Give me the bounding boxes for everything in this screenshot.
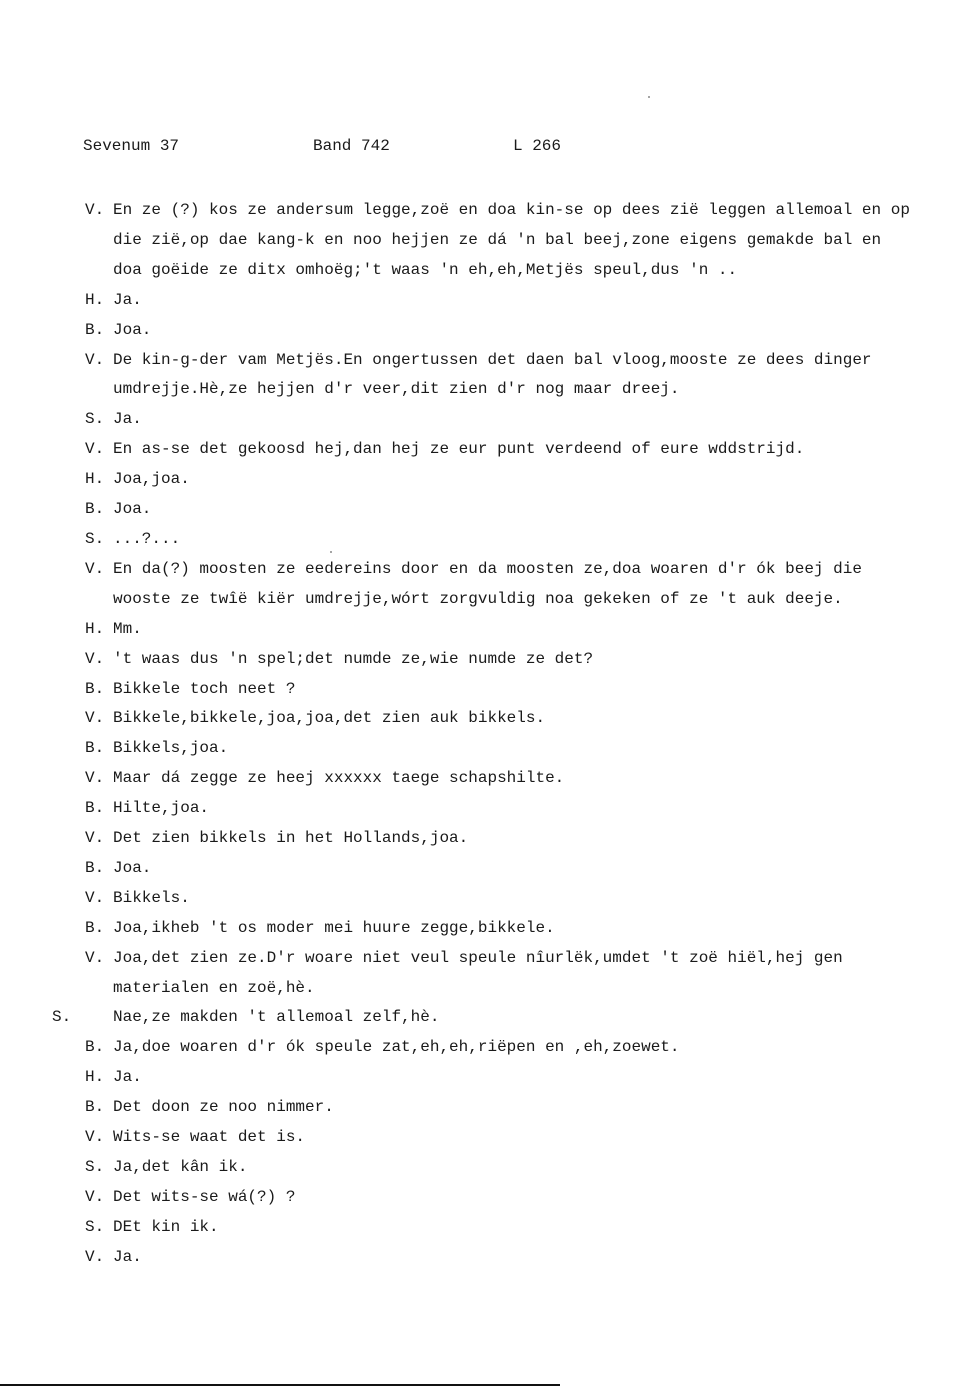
utterance-text: Joa.: [113, 858, 152, 877]
transcript-turn: [0, 286, 973, 316]
utterance-text: Joa.: [113, 500, 152, 519]
speaker-label: B.: [85, 1098, 105, 1117]
speaker-label: V.: [85, 769, 105, 788]
speaker-label: S.: [52, 1008, 72, 1027]
speaker-label: B.: [85, 679, 105, 698]
scan-speck: [330, 551, 332, 553]
speaker-label: V.: [85, 1128, 105, 1147]
scan-speck: [648, 96, 650, 98]
utterance-text: Ja.: [113, 1068, 142, 1087]
transcript-turn: [0, 645, 973, 675]
speaker-label: B.: [85, 739, 105, 758]
page-header: [0, 137, 973, 161]
speaker-label: V.: [85, 1187, 105, 1206]
utterance-text: Mm.: [113, 619, 142, 638]
speaker-label: S.: [85, 529, 105, 548]
speaker-label: V.: [85, 948, 105, 967]
utterance-text: Joa,joa.: [113, 470, 190, 489]
speaker-label: H.: [85, 470, 105, 489]
speaker-label: H.: [85, 619, 105, 638]
utterance-text: Bikkele,bikkele,joa,joa,det zien auk bikkels.: [113, 709, 546, 728]
transcript-turn: [0, 1093, 973, 1123]
transcript-turn: [0, 555, 973, 615]
speaker-label: S.: [85, 1217, 105, 1236]
transcript-turn: [0, 944, 973, 1004]
header-band: Band 742: [313, 137, 390, 155]
utterance-text: Ja.: [113, 290, 142, 309]
transcript-turn: [0, 435, 973, 465]
speaker-label: V.: [85, 649, 105, 668]
utterance-text: Ja,doe woaren d'r ók speule zat,eh,eh,riëpen en ,eh,zoewet.: [113, 1038, 680, 1057]
transcript-turn: [0, 914, 973, 944]
utterance-text: Det doon ze noo nimmer.: [113, 1098, 334, 1117]
transcript-body: [0, 196, 973, 1273]
utterance-text: Bikkele toch neet ?: [113, 679, 296, 698]
transcript-turn: [0, 734, 973, 764]
utterance-text: Bikkels.: [113, 888, 190, 907]
speaker-label: B.: [85, 1038, 105, 1057]
speaker-label: V.: [85, 888, 105, 907]
speaker-label: V.: [85, 559, 105, 578]
utterance-text: Nae,ze makden 't allemoal zelf,hè.: [113, 1008, 440, 1027]
speaker-label: B.: [85, 320, 105, 339]
transcript-turn: [0, 884, 973, 914]
utterance-text: 't waas dus 'n spel;det numde ze,wie numde ze det?: [113, 649, 594, 668]
transcript-turn: [0, 316, 973, 346]
utterance-text: Joa,det zien ze.D'r woare niet veul speule nîurlëk,umdet 't zoë hiël,hej gen materialen en zoë,hè.: [113, 948, 843, 997]
utterance-text: Det wits-se wá(?) ?: [113, 1187, 296, 1206]
speaker-label: V.: [85, 201, 105, 219]
transcript-turn: [0, 704, 973, 734]
utterance-text: En as-se det gekoosd hej,dan hej ze eur punt verdeend of eure wddstrijd.: [113, 440, 805, 459]
transcript-turn: [0, 1003, 973, 1033]
transcript-turn: [0, 675, 973, 705]
speaker-label: V.: [85, 709, 105, 728]
header-place: Sevenum 37: [83, 137, 180, 155]
header-code: L 266: [513, 137, 562, 155]
utterance-text: Ja,det kân ik.: [113, 1158, 248, 1176]
utterance-text: ...?...: [113, 529, 181, 548]
transcript-turn: [0, 525, 973, 555]
utterance-text: Det zien bikkels in het Hollands,joa.: [113, 829, 469, 848]
speaker-label: S.: [85, 410, 105, 429]
utterance-text: Joa.: [113, 320, 152, 339]
utterance-text: DEt kin ik.: [113, 1217, 219, 1236]
transcript-turn: [0, 1213, 973, 1243]
transcript-turn: [0, 1033, 973, 1063]
speaker-label: H.: [85, 290, 105, 309]
transcript-turn: [0, 346, 973, 406]
speaker-label: V.: [85, 350, 105, 369]
transcript-turn: [0, 1123, 973, 1153]
transcript-turn: [0, 764, 973, 794]
transcript-turn: [0, 196, 973, 286]
speaker-label: B.: [85, 799, 105, 818]
speaker-label: V.: [85, 1247, 105, 1266]
transcript-turn: [0, 854, 973, 884]
transcript-turn: [0, 495, 973, 525]
utterance-text: Joa,ikheb 't os moder mei huure zegge,bikkele.: [113, 918, 555, 937]
transcript-turn: [0, 1153, 973, 1183]
utterance-text: En da(?) moosten ze eedereins door en da moosten ze,doa woaren d'r ók beej die wooste ze twîë kiër umdrejje,wórt zorgvuldig noa gekeken of ze 't auk deeje.: [113, 559, 862, 608]
transcript-turn: [0, 465, 973, 495]
utterance-text: Wits-se waat det is.: [113, 1128, 306, 1147]
transcript-turn: [0, 1063, 973, 1093]
transcript-turn: [0, 405, 973, 435]
transcript-turn: [0, 1183, 973, 1213]
utterance-text: Ja.: [113, 410, 142, 429]
utterance-text: En ze (?) kos ze andersum legge,zoë en doa kin-se op dees zië leggen allemoal en op die zië,op dae kang-k en noo hejjen ze dá 'n bal beej,zone eigens gemakde bal en doa goëide ze ditx omhoëg;'t waas 'n eh,eh,Metjës speul,dus 'n ..: [113, 201, 910, 279]
speaker-label: S.: [85, 1158, 105, 1176]
utterance-text: De kin-g-der vam Metjës.En ongertussen det daen bal vloog,mooste ze dees dinger umdrejje.Hè,ze hejjen d'r veer,dit zien d'r nog maar dreej.: [113, 350, 872, 399]
utterance-text: Maar dá zegge ze heej xxxxxx taege schapshilte.: [113, 769, 565, 788]
utterance-text: Bikkels,joa.: [113, 739, 229, 758]
page-bottom-rule: [0, 1384, 560, 1386]
speaker-label: B.: [85, 500, 105, 519]
transcript-turn: [0, 794, 973, 824]
speaker-label: H.: [85, 1068, 105, 1087]
transcript-turn: [0, 1243, 973, 1273]
speaker-label: V.: [85, 829, 105, 848]
transcript-turn: [0, 824, 973, 854]
speaker-label: V.: [85, 440, 105, 459]
utterance-text: Ja.: [113, 1247, 142, 1266]
utterance-text: Hilte,joa.: [113, 799, 210, 818]
transcript-turn: [0, 615, 973, 645]
speaker-label: B.: [85, 918, 105, 937]
speaker-label: B.: [85, 858, 105, 877]
